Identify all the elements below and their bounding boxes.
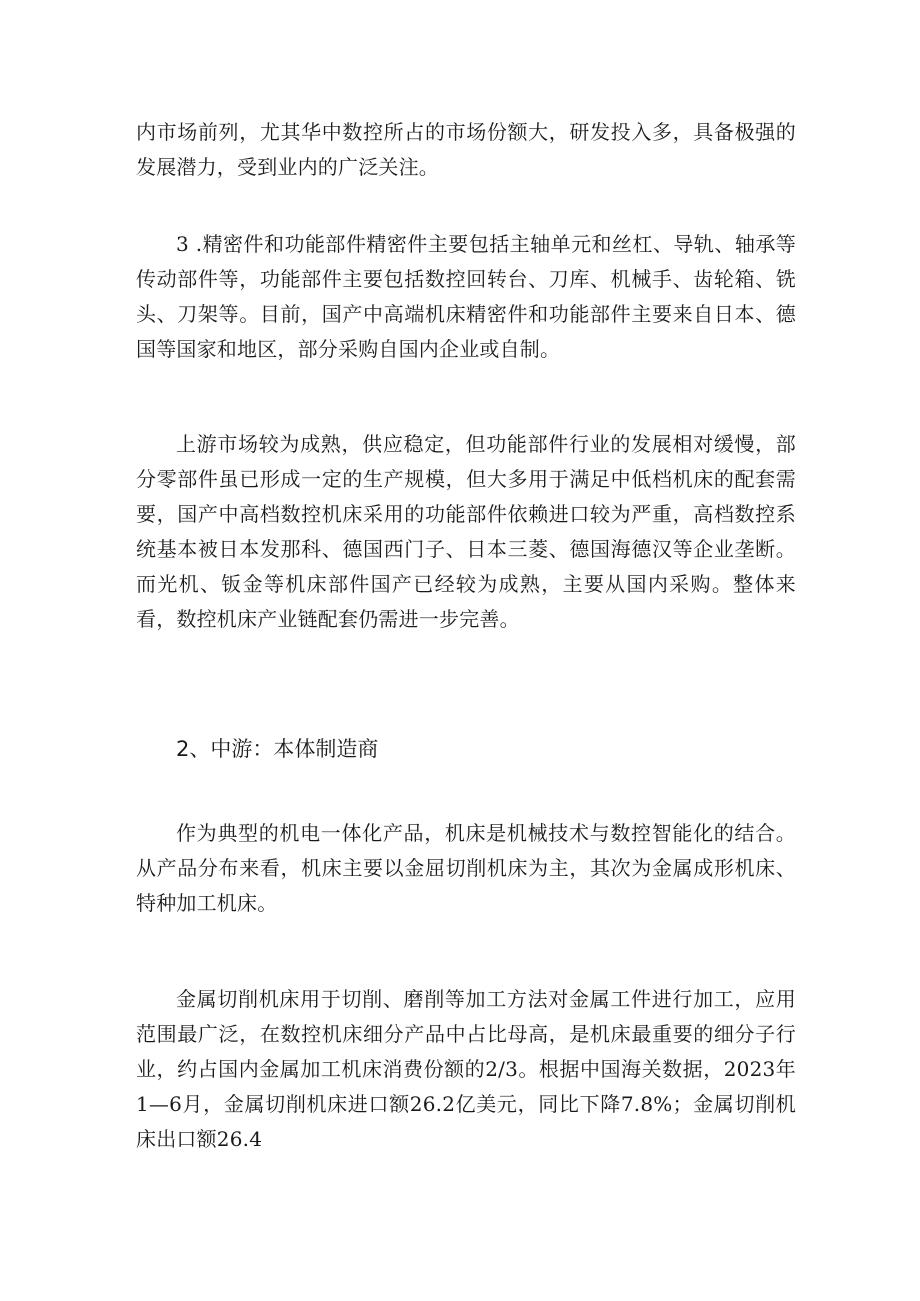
section-heading-midstream: 2、中游：本体制造商 <box>176 737 379 761</box>
paragraph-upstream-market: 上游市场较为成熟，供应稳定，但功能部件行业的发展相对缓慢，部分零部件虽已形成一定的生产规模，但大多用于满足中低档机床的配套需要，国产中高档数控机床采用的功能部件依赖进口较为严重，高档数控系统基本被日本发那科、德国西门子、日本三菱、德国海德汉等企业垄断。而光机、钣金等机床部件国产已经较为成熟，主要从国内采购。整体来看，数控机床产业链配套仍需进一步完善。 <box>136 432 796 631</box>
paragraph-precision-parts: 3 .精密件和功能部件精密件主要包括主轴单元和丝杠、导轨、轴承等传动部件等，功能部件主要包括数控回转台、刀库、机械手、齿轮箱、铣头、刀架等。目前，国产中高端机床精密件和功能部件主要来自日本、德国等国家和地区，部分采购自国内企业或自制。 <box>136 232 796 361</box>
paragraph-metal-cutting: 金属切削机床用于切削、磨削等加工方法对金属工件进行加工，应用范围最广泛，在数控机床细分产品中占比母高，是机床最重要的细分子行业，约占国内金属加工机床消费份额的2/3。根据中国海关数据，2023年1—6月，金属切削机床进口额26.2亿美元，同比下降7.8%；金属切削机床出口额26.4 <box>136 987 796 1151</box>
paragraph-machine-tool-products: 作为典型的机电一体化产品，机床是机械技术与数控智能化的结合。从产品分布来看，机床主要以金屈切削机床为主，其次为金属成形机床、特种加工机床。 <box>136 821 796 915</box>
paragraph-continuation: 内市场前列，尤其华中数控所占的市场份额大，研发投入多，具备极强的发展潜力，受到业内的广泛关注。 <box>136 120 796 179</box>
